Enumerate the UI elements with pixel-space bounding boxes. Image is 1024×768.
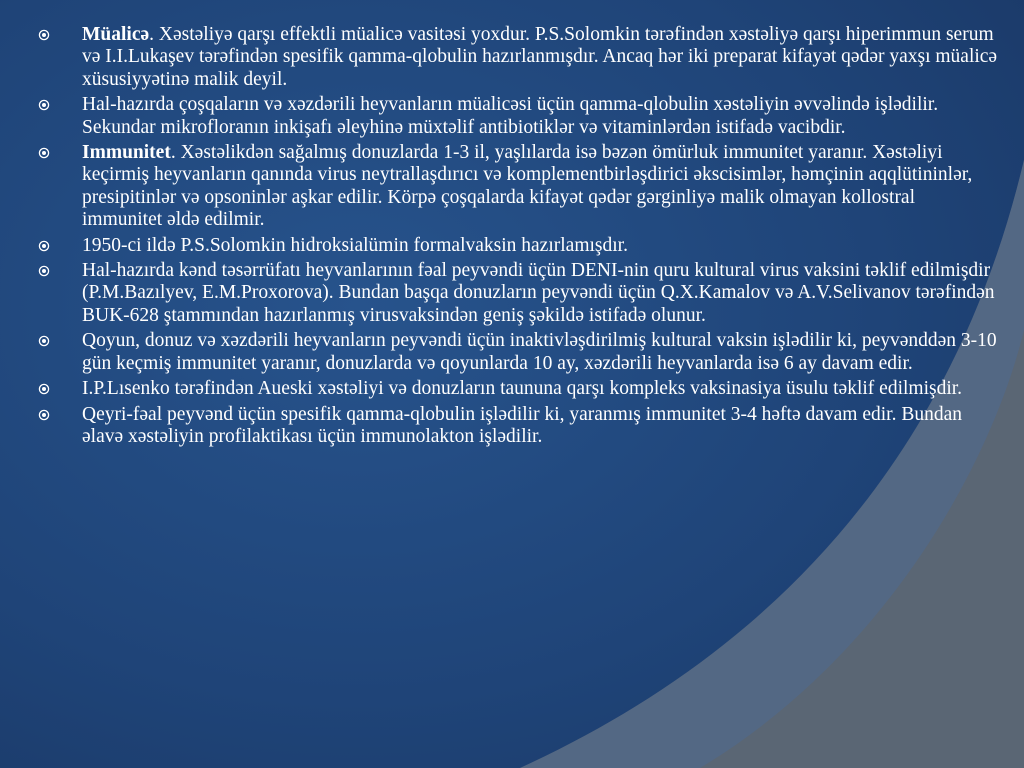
bullet-text: 1950-ci ildə P.S.Solomkin hidroksialümin formalvaksin hazırlamışdır. xyxy=(82,234,628,256)
bullet-item-immunity xyxy=(38,142,998,232)
circle-bullet-icon xyxy=(38,409,50,421)
bullet-text: . Xəstəliyə qarşı effektli müalicə vasitəsi yoxdur. P.S.Solomkin tərəfindən xəstəliyə qarşı hiperimmun serum və I.I.Lukaşev tərəfindən spesifik qamma-qlobulin hazırlanmışdır. Ancaq hər iki preparat kifayət qədər yaxşı müalicə xüsusiyyətinə malik deyil. xyxy=(82,24,998,90)
slide-content xyxy=(38,24,998,451)
circle-bullet-icon xyxy=(38,383,50,395)
bullet-item-treatment xyxy=(38,24,998,91)
circle-bullet-icon xyxy=(38,265,50,277)
circle-bullet-icon xyxy=(38,29,50,41)
bullet-text: Qoyun, donuz və xəzdərili heyvanların peyvəndi üçün inaktivləşdirilmiş kultural vaksin işlədilir ki, peyvənddən 3-10 gün keçmiş immunitet yaranır, donuzlarda və qoyunlarda 10 ay, xəzdərili heyvanlarda isə 6 ay davam edir. xyxy=(82,330,997,374)
bullet-list xyxy=(38,24,998,448)
bullet-item-formalvaccine xyxy=(38,235,998,257)
bullet-text: Hal-hazırda kənd təsərrüfatı heyvanlarının fəal peyvəndi üçün DENI-nin quru kultural virus vaksini təklif edilmişdir (P.M.Bazılyev, E.M.Proxorova). Bundan başqa donuzların peyvəndi üçün Q.X.Kamalov və A.V.Selivanov tərəfindən BUK-628 ştammından hazırlanmış virusvaksindən geniş şəkildə istifadə olunur. xyxy=(82,260,995,326)
bullet-item-current-treatment xyxy=(38,94,998,139)
bullet-lead: Müalicə xyxy=(82,24,150,45)
circle-bullet-icon xyxy=(38,335,50,347)
bullet-text: Qeyri-fəal peyvənd üçün spesifik qamma-qlobulin işlədilir ki, yaranmış immunitet 3-4 həftə davam edir. Bundan əlavə xəstəliyin profilaktikası üçün immunolakton işlədilir. xyxy=(82,403,962,447)
bullet-text: Hal-hazırda çoşqaların və xəzdərili heyvanların müalicəsi üçün qamma-qlobulin xəstəliyin əvvəlində işlədilir. Sekundar mikrofloranın inkişafı əleyhinə müxtəlif antibiotiklər və vitaminlərdən istifadə vacibdir. xyxy=(82,94,939,138)
circle-bullet-icon xyxy=(38,147,50,159)
circle-bullet-icon xyxy=(38,240,50,252)
bullet-item-deni-vaccine xyxy=(38,260,998,327)
bullet-text: I.P.Lısenko tərəfindən Aueski xəstəliyi və donuzların taununa qarşı kompleks vaksinasiya üsulu təklif edilmişdir. xyxy=(82,378,963,400)
circle-bullet-icon xyxy=(38,99,50,111)
bullet-item-inactivated-vaccine xyxy=(38,330,998,375)
bullet-text: . Xəstəlikdən sağalmış donuzlarda 1-3 il, yaşlılarda isə bəzən ömürluk immunitet yaranır. Xəstəliyi keçirmiş heyvanların qanında virus neytrallaşdırıcı və komplementbirləşdirici əkscisimlər, həmçinin aqqlütininlər, presipitinlər və opsoninlər aşkar edilir. Körpə çoşqalarda kifayət qədər gərginliyə malik olmayan kollostral immunitet əldə edilmir. xyxy=(82,142,973,231)
bullet-lead: Immunitet xyxy=(82,142,171,164)
bullet-item-complex-vaccination xyxy=(38,378,998,400)
bullet-item-passive-vaccination xyxy=(38,404,998,449)
